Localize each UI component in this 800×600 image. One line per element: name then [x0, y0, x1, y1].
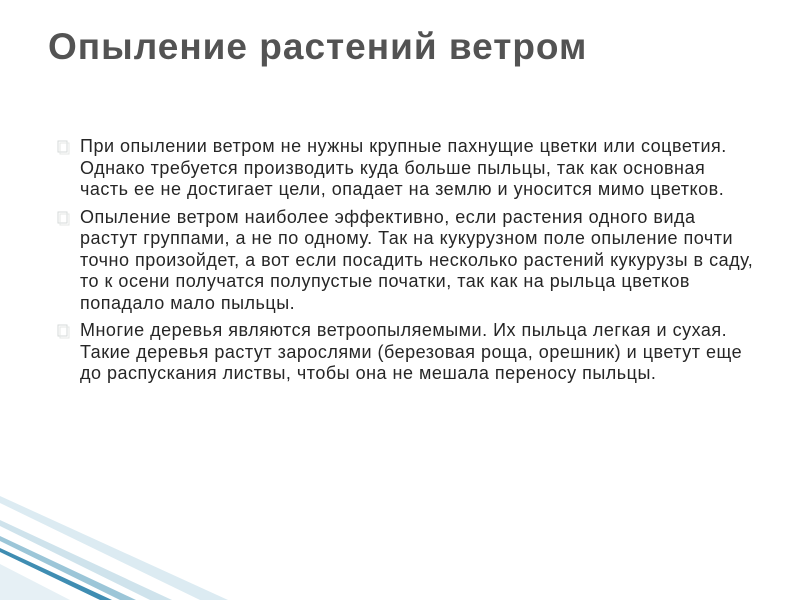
bullet-text: Многие деревья являются ветроопыляемыми. Их пыльца легкая и сухая. Такие деревья растут зарослями (березовая роща, орешник) и цветут еще до распускания листвы, чтобы она не мешала переносу пыльцы.: [80, 320, 743, 383]
stripe-mid: [0, 536, 136, 600]
bullet-text: Опыление ветром наиболее эффективно, если растения одного вида растут группами, а не по одному. Так на кукурузном поле опыление почти точно произойдет, а вот если посадить несколько растений кукурузы в саду, то к осени получатся полупустые початки, так как на рыльца цветков попадало мало пыльцы.: [80, 206, 754, 313]
bullet-item: [56, 320, 756, 385]
stripe-fade: [0, 564, 70, 600]
slide-title: Опыление растений ветром: [48, 26, 588, 67]
bullet-item: [56, 207, 756, 315]
bullet-list: [56, 136, 756, 391]
bullet-text: При опылении ветром не нужны крупные пахнущие цветки или соцветия. Однако требуется производить куда больше пыльцы, так как основная часть ее не достигает цели, опадает на землю и уносится мимо цветков.: [80, 136, 727, 199]
stripe-light-2: [0, 520, 172, 600]
stripe-light: [0, 496, 228, 600]
stripe-dark: [0, 548, 112, 600]
hollow-square-bullet-icon: [57, 210, 70, 226]
bullet-item: [56, 136, 756, 201]
hollow-square-bullet-icon: [57, 139, 70, 155]
hollow-square-bullet-icon: [57, 323, 70, 339]
